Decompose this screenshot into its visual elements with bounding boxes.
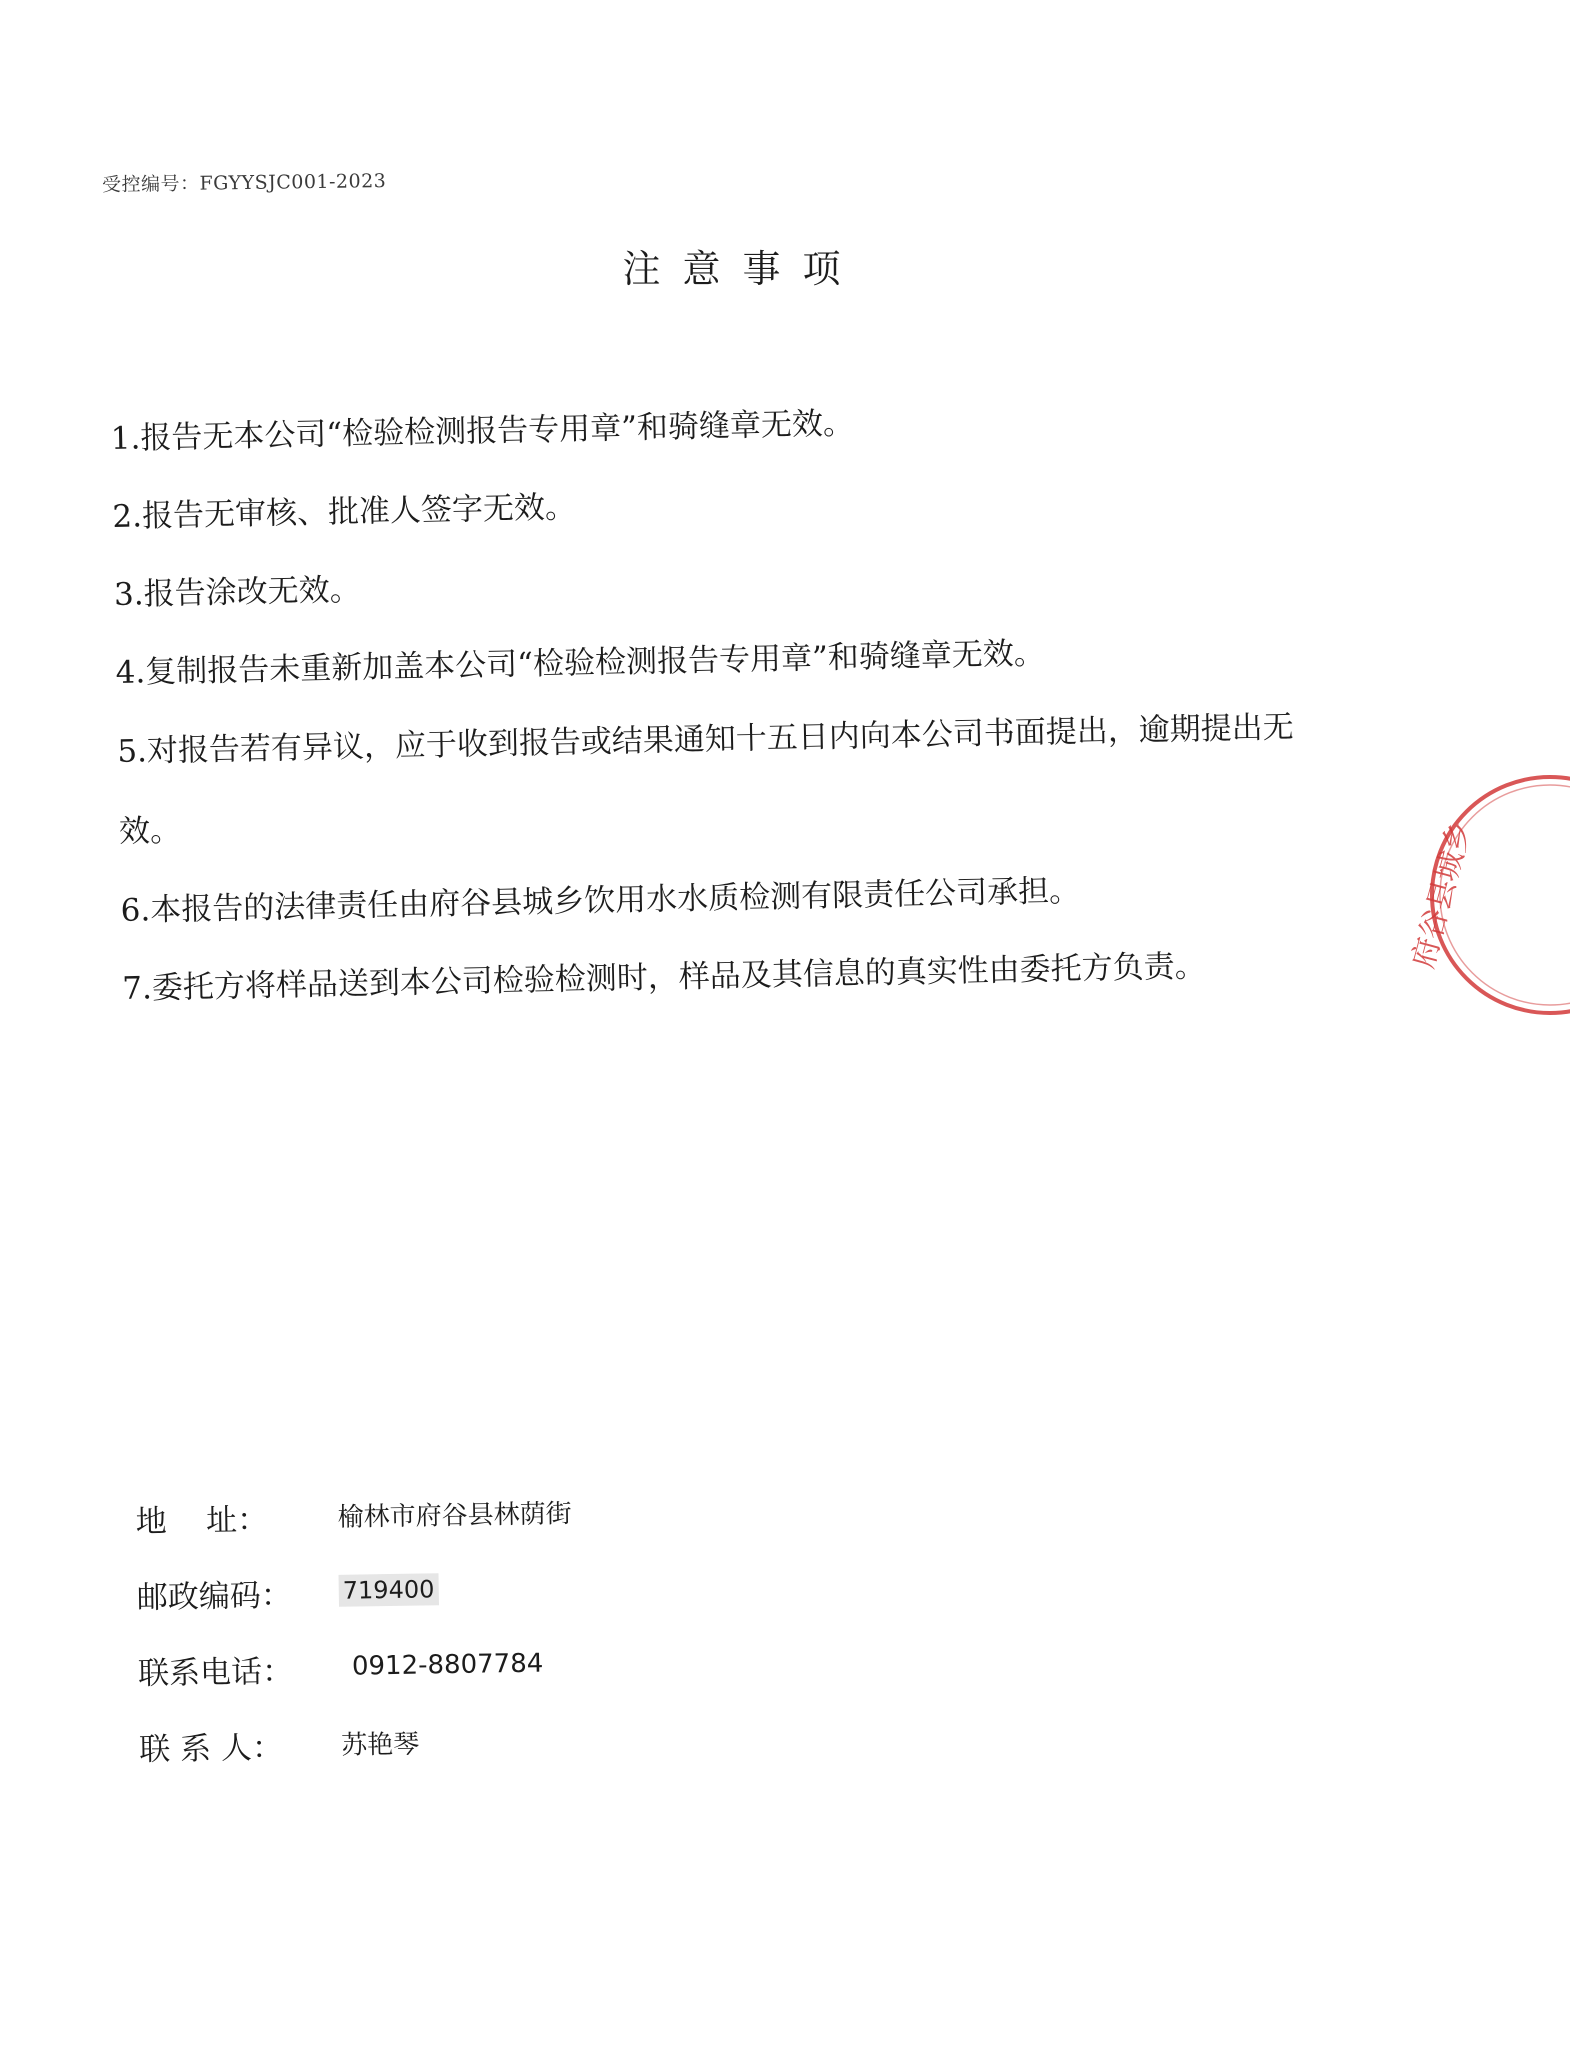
page-title: 注意事项 <box>622 247 863 291</box>
notice-item: 2.报告无审核、批准人签字无效。 <box>112 489 577 535</box>
notice-item: 1.报告无本公司“检验检测报告专用章”和骑缝章无效。 <box>110 405 855 457</box>
notice-item: 6.本报告的法律责任由府谷县城乡饮用水水质检测有限责任公司承担。 <box>120 872 1081 929</box>
notice-item: 4.复制报告未重新加盖本公司“检验检测报告专用章”和骑缝章无效。 <box>115 635 1046 691</box>
postcode-value: 719400 <box>339 1573 439 1607</box>
person-value: 苏艳琴 <box>340 1729 420 1761</box>
seal-text: 府谷县城乡 <box>1405 818 1479 973</box>
person-row <box>139 1694 1040 1784</box>
address-value: 榆林市府谷县林荫街 <box>337 1498 572 1533</box>
notice-list <box>110 374 1353 1028</box>
postcode-row <box>136 1542 1037 1632</box>
seal-stamp-icon <box>1400 770 1570 1020</box>
notice-item: 5.对报告若有异议，应于收到报告或结果通知十五日内向本公司书面提出，逾期提出无效。 <box>116 709 1295 850</box>
address-row <box>135 1466 1036 1556</box>
address-label: 地 址： <box>135 1501 269 1540</box>
postcode-label: 邮政编码： <box>136 1577 293 1616</box>
contact-info <box>135 1466 1040 1784</box>
notice-item: 3.报告涂改无效。 <box>113 571 361 613</box>
notice-item: 7.委托方将样品送到本公司检验检测时，样品及其信息的真实性由委托方负责。 <box>121 948 1207 1007</box>
person-label: 联 系 人： <box>138 1729 284 1768</box>
phone-row <box>137 1618 1038 1708</box>
control-number: 受控编号：FGYYSJC001-2023 <box>101 170 387 196</box>
phone-value: 0912-8807784 <box>351 1648 544 1682</box>
phone-label: 联系电话： <box>137 1653 294 1692</box>
